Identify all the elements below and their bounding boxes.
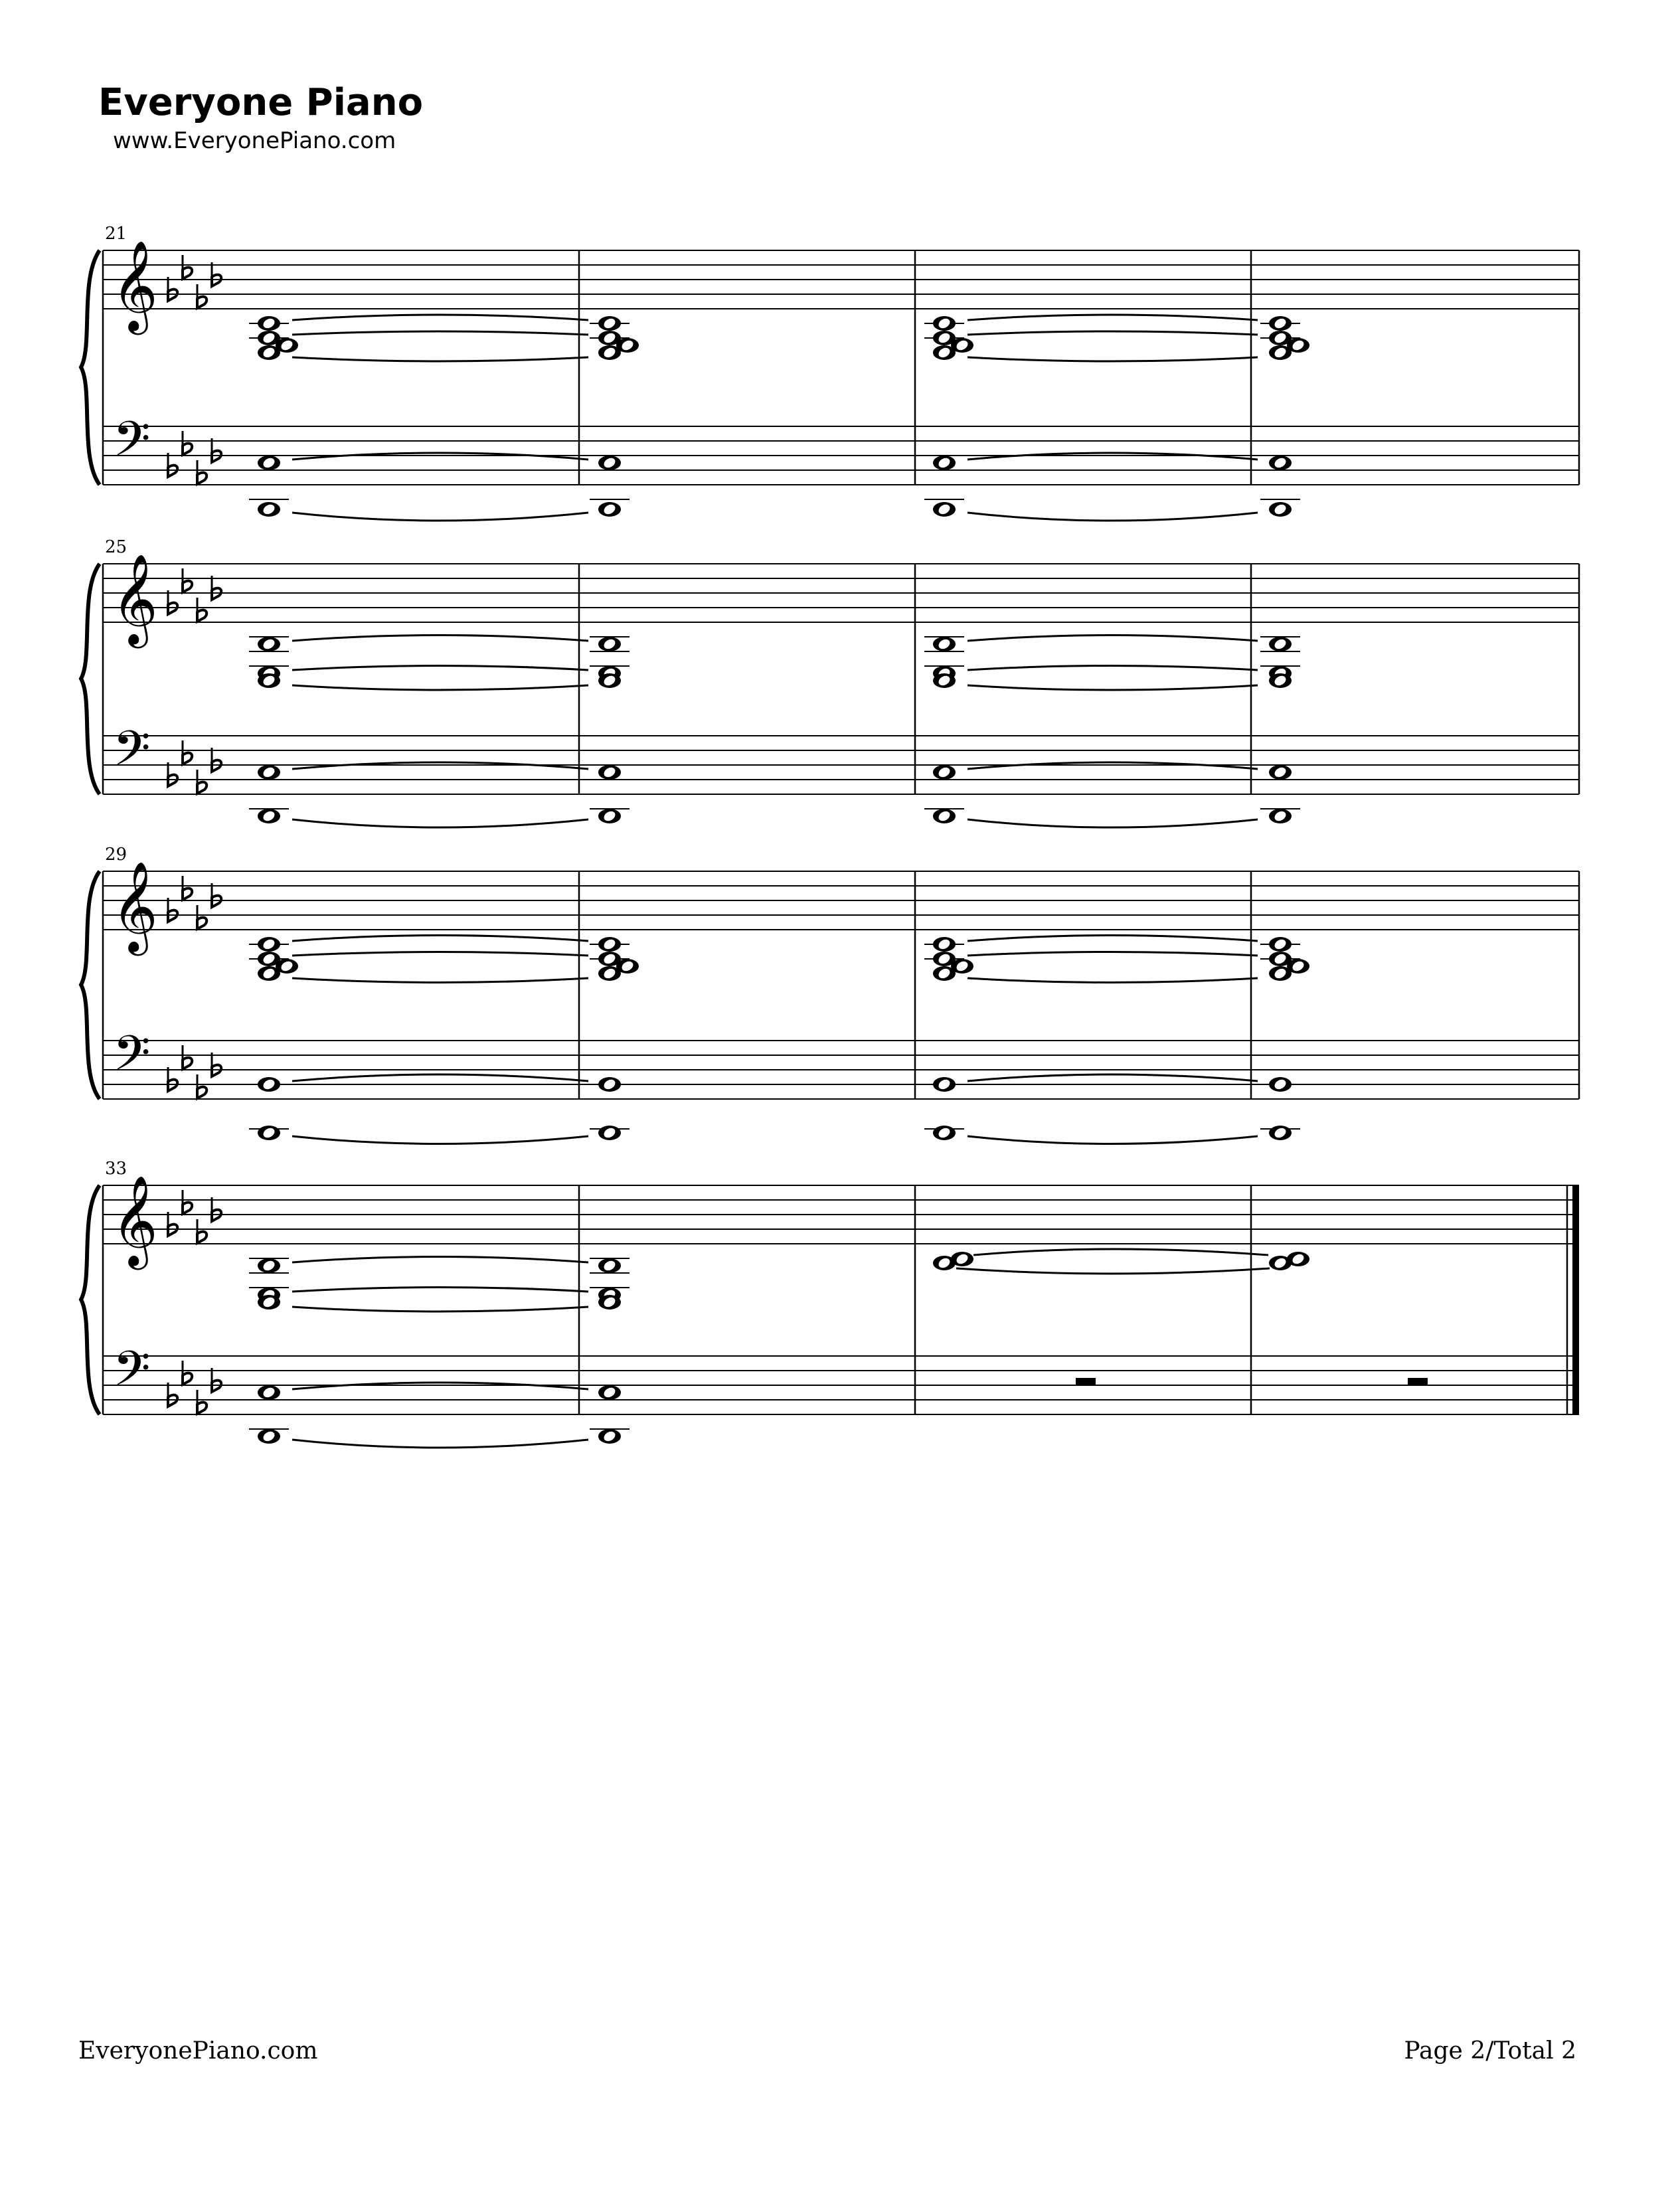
key-signature-treble: [168, 255, 221, 308]
svg-text:𝄞: 𝄞: [112, 1174, 158, 1266]
system-4: [81, 1159, 1579, 1448]
svg-text:𝄢: 𝄢: [113, 720, 151, 788]
brace: [81, 250, 100, 485]
bass-notes: [258, 456, 1292, 517]
system-3: [81, 845, 1579, 1144]
measure-number: 33: [105, 1159, 127, 1179]
svg-text:𝄞: 𝄞: [112, 860, 158, 952]
footer-page-label: Page 2/Total 2: [1404, 2037, 1576, 2065]
whole-rest: [1408, 1378, 1428, 1385]
footer-site: EveryonePiano.com: [78, 2037, 318, 2065]
system-1: [81, 224, 1579, 521]
barlines: [103, 250, 1579, 485]
measure-number: 21: [105, 224, 127, 244]
bass-ties: [292, 453, 1258, 521]
svg-text:𝄞: 𝄞: [112, 552, 158, 644]
measure-number: 25: [105, 537, 127, 557]
treble-clef: 𝄞: [112, 239, 158, 331]
brand-url: www.EveryonePiano.com: [113, 127, 396, 154]
ties: [292, 315, 1258, 361]
key-signature-bass: [168, 431, 221, 484]
whole-rest: [1076, 1378, 1096, 1385]
system-2: [81, 537, 1579, 827]
bass-staff: [103, 426, 1579, 485]
measure-number: 29: [105, 845, 127, 865]
treble-notes: [258, 316, 1309, 360]
final-barline: [1572, 1185, 1579, 1414]
svg-text:𝄢: 𝄢: [113, 1025, 151, 1093]
bass-clef: 𝄢: [113, 410, 151, 479]
svg-text:𝄢: 𝄢: [113, 1340, 151, 1408]
brand-title: Everyone Piano: [98, 81, 424, 124]
treble-staff: [103, 250, 1579, 309]
